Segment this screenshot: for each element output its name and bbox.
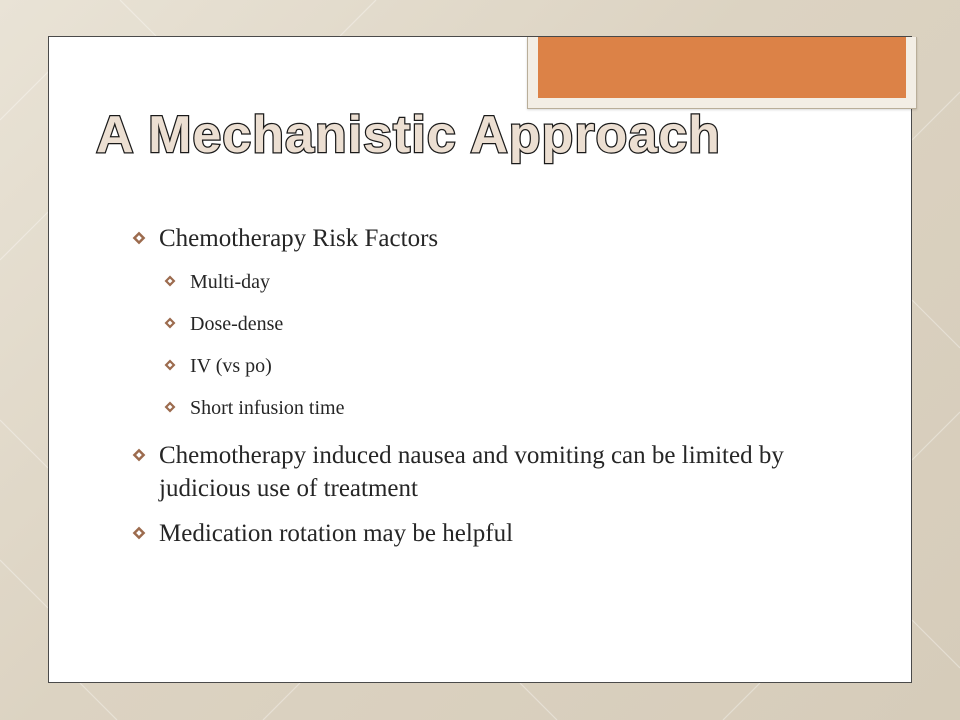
sub-bullet-text: Short infusion time	[190, 397, 345, 419]
rotated-square-bullet-icon	[164, 317, 176, 329]
rotated-square-bullet-icon	[164, 275, 176, 287]
rotated-square-bullet-icon	[132, 231, 146, 245]
bullet-list	[132, 222, 832, 562]
slide-title: A Mechanistic Approach	[96, 106, 721, 164]
sub-bullet-text: Multi-day	[190, 271, 270, 293]
bullet-cinv	[132, 439, 832, 505]
bullet-text: Chemotherapy Risk Factors	[159, 225, 439, 252]
sub-bullet-multi-day	[132, 269, 832, 295]
rotated-square-bullet-icon	[164, 401, 176, 413]
sub-bullet-text: IV (vs po)	[190, 355, 272, 377]
sub-bullet-text: Dose-dense	[190, 313, 284, 335]
sub-bullet-dose-dense	[132, 311, 832, 337]
title-area	[48, 86, 912, 176]
bullet-medication-rotation	[132, 517, 832, 550]
rotated-square-bullet-icon	[132, 448, 146, 462]
bullet-text: Chemotherapy induced nausea and vomiting can be limited by judicious use of treatment	[159, 442, 784, 502]
rotated-square-bullet-icon	[164, 359, 176, 371]
sub-bullet-iv	[132, 353, 832, 379]
rotated-square-bullet-icon	[132, 526, 146, 540]
bullet-risk-factors	[132, 222, 832, 255]
bullet-text: Medication rotation may be helpful	[159, 520, 514, 547]
sub-bullet-short-infusion	[132, 395, 832, 421]
